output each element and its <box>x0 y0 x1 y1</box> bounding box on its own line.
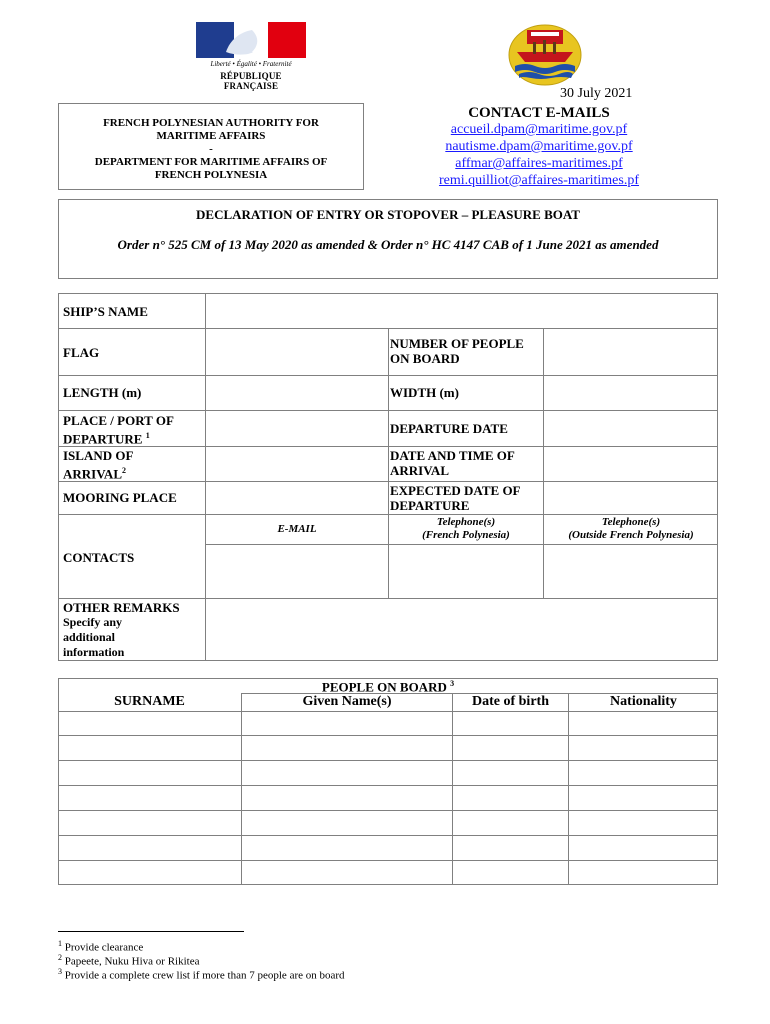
other-remarks-label <box>63 600 180 660</box>
footnote-number: 3 <box>58 967 62 976</box>
authority-line: DEPARTMENT FOR MARITIME AFFAIRS OF <box>94 156 328 168</box>
pirogue-emblem-icon <box>505 22 585 88</box>
place-port-departure-field[interactable] <box>206 411 388 446</box>
table-row[interactable] <box>59 811 717 835</box>
telephone-pf-header-line: Telephone(s) <box>436 516 496 528</box>
footnote-1 <box>58 939 143 954</box>
people-on-board-title <box>58 679 718 695</box>
other-remarks-label-line: Specify any <box>63 615 123 629</box>
col-date-of-birth: Date of birth <box>472 694 549 709</box>
footnote-text: Papeete, Nuku Hiva or Rikitea <box>64 955 200 968</box>
ships-name-label: SHIP’S NAME <box>63 304 148 319</box>
email-link[interactable]: affmar@affaires-maritimes.pf <box>455 156 623 171</box>
island-label-line: ISLAND OF <box>63 448 134 463</box>
footnote-ref: 3 <box>450 679 455 688</box>
footnote-3 <box>58 967 345 982</box>
footnote-ref: 1 <box>145 431 150 440</box>
authority-separator: - <box>209 143 213 155</box>
col-nationality: Nationality <box>610 694 677 709</box>
table-row[interactable] <box>59 736 717 760</box>
expected-departure-field[interactable] <box>544 482 717 514</box>
arrival-label-line: DATE AND TIME OF <box>390 448 515 463</box>
declaration-order: Order n° 525 CM of 13 May 2020 as amended & Order n° HC 4147 CAB of 1 June 2021 as amended <box>117 237 659 252</box>
polynesie-francaise-emblem <box>505 22 585 88</box>
island-of-arrival-field[interactable] <box>206 447 388 481</box>
place-port-departure-label <box>63 413 174 446</box>
telephone-pf-header-line: (French Polynesia) <box>422 529 510 541</box>
table-row[interactable] <box>59 836 717 860</box>
col-given-names: Given Name(s) <box>302 694 392 709</box>
flag-field[interactable] <box>206 329 388 375</box>
marianne-flag-icon <box>196 22 306 58</box>
ships-name-field[interactable] <box>206 294 717 328</box>
contact-telephone-pf-field[interactable] <box>389 545 543 598</box>
rf-name: RÉPUBLIQUE FRANÇAISE <box>220 71 282 91</box>
footnote-ref: 2 <box>122 466 126 475</box>
place-port-label-line: PLACE / PORT OF <box>63 413 174 428</box>
people-on-board-label-line: ON BOARD <box>390 351 460 366</box>
expected-departure-label <box>390 483 521 513</box>
place-port-label-line: DEPARTURE <box>63 431 143 447</box>
authority-box <box>58 103 364 190</box>
arrival-datetime-label <box>390 448 515 478</box>
telephone-outside-header-line: (Outside French Polynesia) <box>568 529 694 541</box>
email-link[interactable]: nautisme.dpam@maritime.gov.pf <box>445 139 633 154</box>
departure-date-label: DEPARTURE DATE <box>390 421 508 436</box>
footnote-2 <box>58 953 199 968</box>
footnote-number: 2 <box>58 953 62 962</box>
email-link[interactable]: remi.quilliot@affaires-maritimes.pf <box>438 173 640 188</box>
width-field[interactable] <box>544 376 717 410</box>
length-label: LENGTH (m) <box>63 385 142 400</box>
footnote-number: 1 <box>58 939 62 948</box>
other-remarks-label-line: information <box>63 645 125 659</box>
footnote-divider <box>58 931 244 932</box>
declaration-box <box>58 199 718 279</box>
people-on-board-field[interactable] <box>544 329 717 375</box>
contact-emails-title: CONTACT E-MAILS <box>468 105 610 121</box>
other-remarks-label-line: OTHER REMARKS <box>63 600 180 615</box>
document-date: 30 July 2021 <box>560 86 633 101</box>
authority-line: FRENCH POLYNESIA <box>154 169 268 181</box>
people-on-board-title-text: PEOPLE ON BOARD <box>321 679 447 695</box>
other-remarks-field[interactable] <box>206 599 717 660</box>
table-row[interactable] <box>59 761 717 785</box>
island-label-line: ARRIVAL <box>63 466 122 482</box>
arrival-datetime-field[interactable] <box>544 447 717 481</box>
table-row[interactable] <box>59 712 717 735</box>
email-link[interactable]: accueil.dpam@maritime.gov.pf <box>450 122 628 137</box>
arrival-label-line: ARRIVAL <box>390 463 449 478</box>
mooring-place-label: MOORING PLACE <box>63 490 177 505</box>
flag-label: FLAG <box>63 345 100 360</box>
republique-francaise-logo <box>192 22 310 91</box>
table-row[interactable] <box>59 861 717 884</box>
telephone-pf-header <box>389 516 543 542</box>
contact-email-field[interactable] <box>206 545 388 598</box>
table-row[interactable] <box>59 786 717 810</box>
expected-label-line: DEPARTURE <box>390 498 470 513</box>
footnote-text: Provide a complete crew list if more than 7 people are on board <box>64 969 345 982</box>
authority-line: FRENCH POLYNESIAN AUTHORITY FOR <box>103 117 319 129</box>
telephone-outside-header <box>544 516 718 542</box>
people-on-board-label <box>390 336 524 366</box>
width-label: WIDTH (m) <box>390 385 459 400</box>
footnote-text: Provide clearance <box>64 941 144 954</box>
island-of-arrival-label <box>63 448 133 481</box>
telephone-outside-header-line: Telephone(s) <box>601 516 661 528</box>
contacts-label: CONTACTS <box>63 550 135 565</box>
other-remarks-label-line: additional <box>63 630 116 644</box>
rf-motto: Liberté • Égalité • Fraternité <box>210 60 292 68</box>
departure-date-field[interactable] <box>544 411 717 446</box>
people-on-board-label-line: NUMBER OF PEOPLE <box>390 336 524 351</box>
declaration-title: DECLARATION OF ENTRY OR STOPOVER – PLEASURE BOAT <box>196 207 580 222</box>
email-column-header: E-MAIL <box>277 523 317 535</box>
expected-label-line: EXPECTED DATE OF <box>390 483 521 498</box>
col-surname: SURNAME <box>114 694 185 709</box>
mooring-place-field[interactable] <box>206 482 388 514</box>
length-field[interactable] <box>206 376 388 410</box>
contact-telephone-outside-field[interactable] <box>544 545 717 598</box>
authority-line: MARITIME AFFAIRS <box>156 130 266 142</box>
